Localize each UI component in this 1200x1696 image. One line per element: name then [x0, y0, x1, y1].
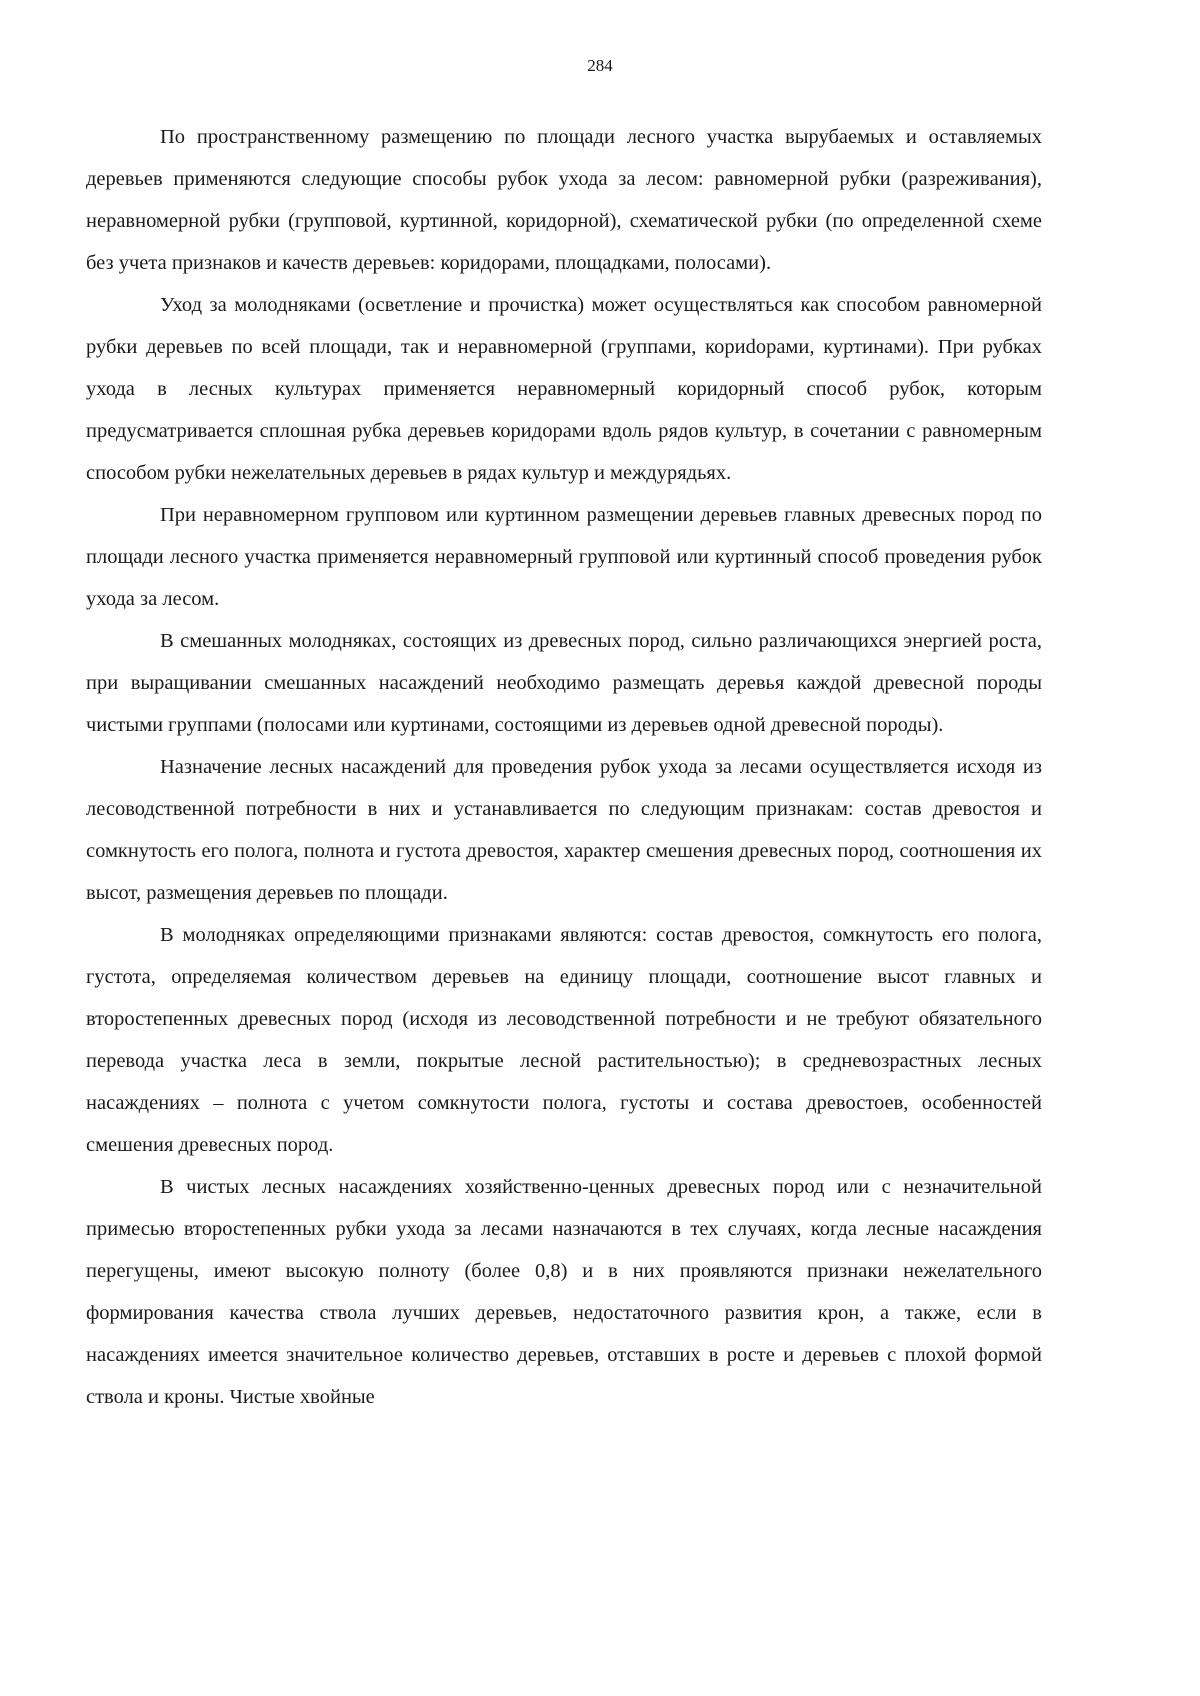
- page-number: 284: [587, 56, 613, 75]
- paragraph-mixed-young-stands: В смешанных молодняках, состоящих из древесных пород, сильно различающихся энергией роста, при выращивании смешанных насаждений необходимо размещать деревья каждой древесной породы чистыми группами (полосами или куртинами, состоящими из деревьев одной древесной породы).: [86, 630, 1042, 736]
- paragraph-defining-features: В молодняках определяющими признаками являются: состав древостоя, сомкнутость его полога, густота, определяемая количеством деревьев на единицу площади, соотношение высот главных и второстепенных древесных пород (исходя из лесоводственной потребности и не требуют обязательного перевода участка леса в земли, покрытые лесной растительностью); в средневозрастных лесных насаждениях – полнота с учетом сомкнутости полога, густоты и состава древостоев, особенностей смешения древесных пород.: [86, 924, 1042, 1156]
- body-text: [86, 116, 1042, 1418]
- paragraph-uneven-placement: При неравномерном групповом или куртинном размещении деревьев главных древесных пород по площади лесного участка применяется неравномерный групповой или куртинный способ проведения рубок ухода за лесом.: [86, 504, 1042, 610]
- paragraph-stand-assignment: Назначение лесных насаждений для проведения рубок ухода за лесами осуществляется исходя из лесоводственной потребности в них и устанавливается по следующим признакам: состав древостоя и сомкнутость его полога, полнота и густота древостоя, характер смешения древесных пород, соотношения их высот, размещения деревьев по площади.: [86, 756, 1042, 904]
- paragraph-spatial-placement: По пространственному размещению по площади лесного участка вырубаемых и оставляемых деревьев применяются следующие способы рубок ухода за лесом: равномерной рубки (разреживания), неравномерной рубки (групповой, куртинной, коридорной), схематической рубки (по определенной схеме без учета признаков и качеств деревьев: коридорами, площадками, полосами).: [86, 126, 1042, 274]
- paragraph-pure-stands: В чистых лесных насаждениях хозяйственно-ценных древесных пород или с незначительной примесью второстепенных рубки ухода за лесами назначаются в тех случаях, когда лесные насаждения перегущены, имеют высокую полноту (более 0,8) и в них проявляются признаки нежелательного формирования качества ствола лучших деревьев, недостаточного развития крон, а также, если в насаждениях имеется значительное количество деревьев, отставших в росте и деревьев с плохой формой ствола и кроны. Чистые хвойные: [86, 1176, 1042, 1408]
- paragraph-young-stands-care: Уход за молодняками (осветление и прочистка) может осуществляться как способом равномерной рубки деревьев по всей площади, так и неравномерной (группами, кориdорами, куртинами). При рубках ухода в лесных культурах применяется неравномерный коридорный способ рубок, которым предусматривается сплошная рубка деревьев коридорами вдоль рядов культур, в сочетании с равномерным способом рубки нежелательных деревьев в рядах культур и междурядьях.: [86, 294, 1042, 484]
